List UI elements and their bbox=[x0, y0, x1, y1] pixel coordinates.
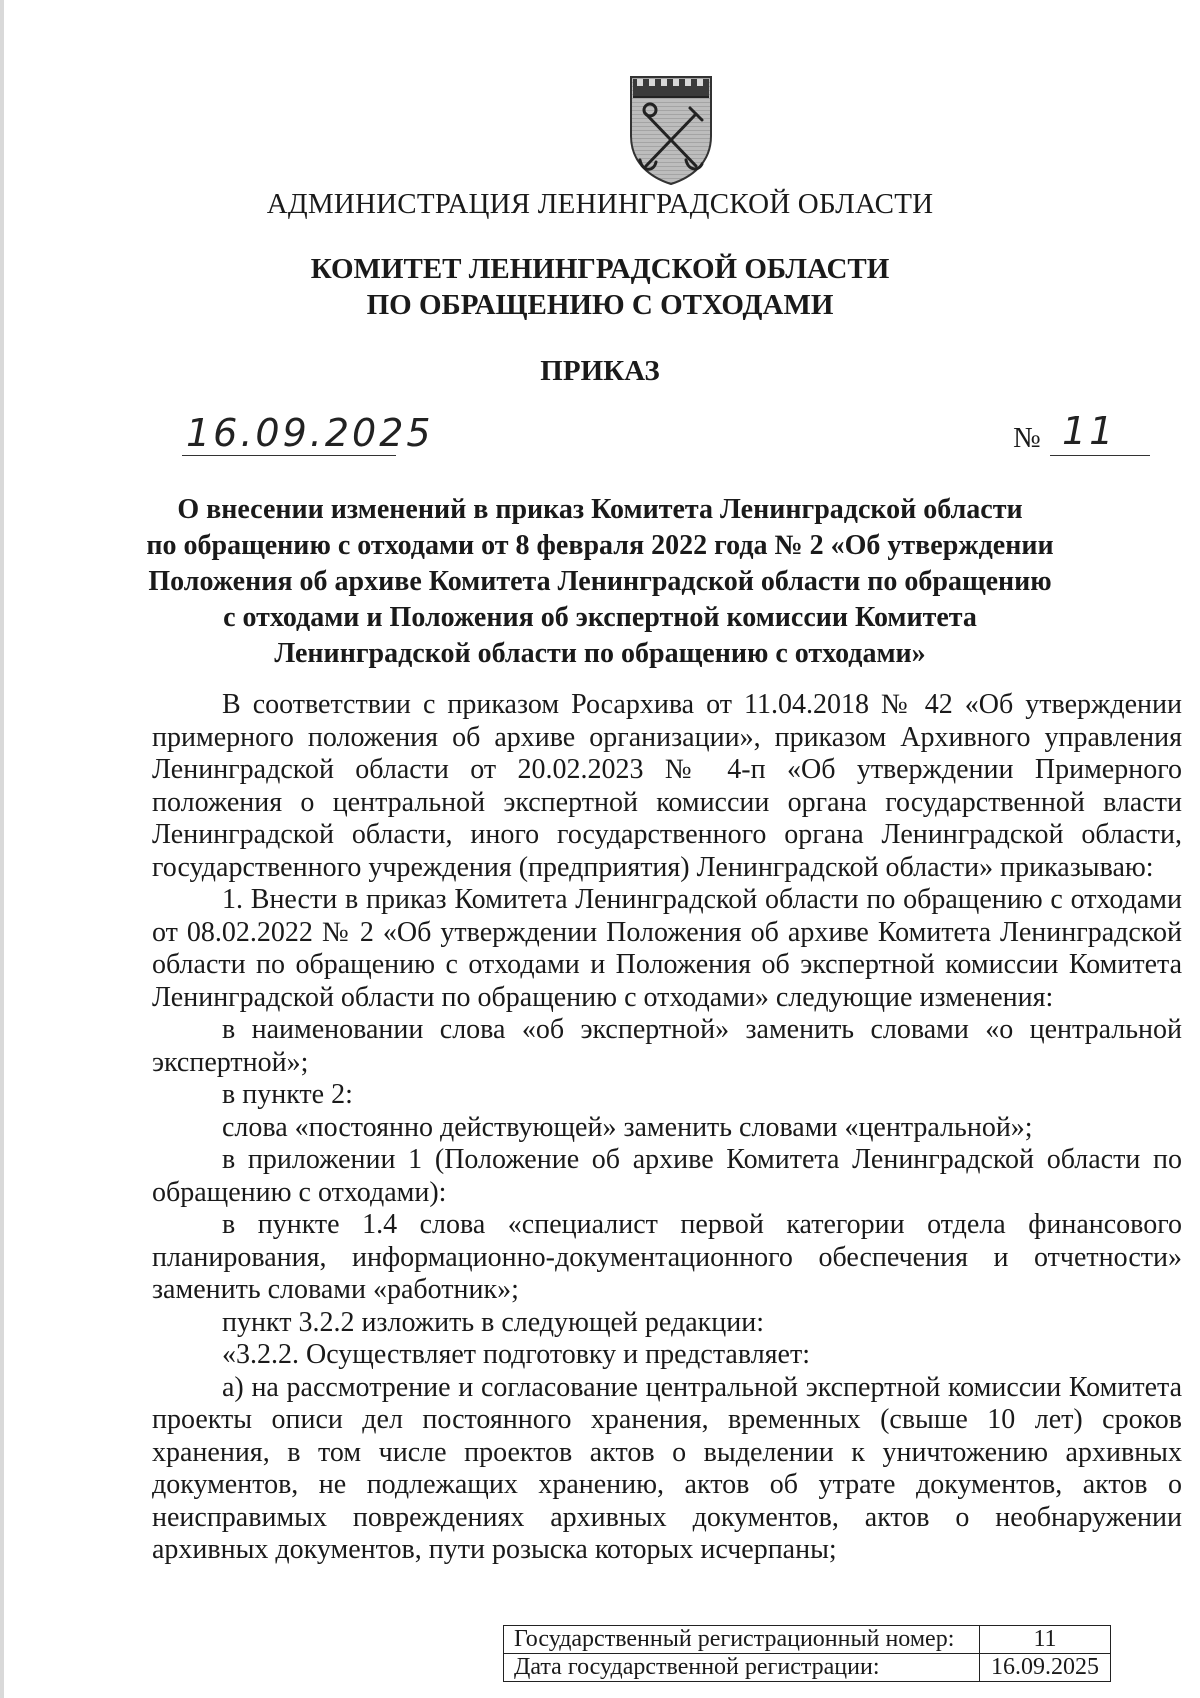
body-paragraph: «3.2.2. Осуществляет подготовку и представляет: bbox=[222, 1339, 810, 1370]
body-paragraph: 1. Внести в приказ Комитета Ленинградской области по обращению с отходами от 08.02.2022 № 2 «Об утверждении Положения об архиве Комитета Ленинградской области по обращению с отходами и Положения об экспертной комиссии Комитета Ленинградской области по обращению с отходами» следующие изменения: bbox=[152, 884, 1182, 1013]
subject-line: Ленинградской области по обращению с отходами» bbox=[274, 638, 926, 669]
coat-of-arms-icon bbox=[628, 74, 714, 186]
body-paragraph: В соответствии с приказом Росархива от 11.04.2018 № 42 «Об утверждении примерного положения об архиве организации», приказом Архивного управления Ленинградской области от 20.02.2023 № 4-п «Об утверждении Примерного положения о центральной экспертной комиссии органа государственной власти Ленинградской области, иного государственного органа Ленинградской области, государственного учреждения (предприятия) Ленинградской области» приказываю: bbox=[152, 689, 1182, 883]
table-row bbox=[504, 1654, 1111, 1682]
registration-date-label: Дата государственной регистрации: bbox=[504, 1654, 980, 1682]
document-type: ПРИКАЗ bbox=[540, 355, 660, 387]
document-body bbox=[152, 689, 1182, 1567]
body-paragraph: в пункте 2: bbox=[222, 1079, 353, 1110]
table-row bbox=[504, 1626, 1111, 1654]
handwritten-date: 16.09.2025 bbox=[186, 411, 434, 455]
number-label: № bbox=[1013, 422, 1041, 454]
registration-date-value: 16.09.2025 bbox=[980, 1654, 1111, 1682]
registration-number-label: Государственный регистрационный номер: bbox=[504, 1626, 980, 1654]
subject-line: по обращению с отходами от 8 февраля 2022 года № 2 «Об утверждении bbox=[146, 530, 1054, 561]
body-paragraph: пункт 3.2.2 изложить в следующей редакции: bbox=[222, 1306, 764, 1338]
registration-number-value: 11 bbox=[980, 1626, 1111, 1654]
body-paragraph: в приложении 1 (Положение об архиве Комитета Ленинградской области по обращению с отходами): bbox=[152, 1144, 1182, 1208]
body-paragraph: а) на рассмотрение и согласование центральной экспертной комиссии Комитета проекты описи дел постоянного хранения, временных (свыше 10 лет) сроков хранения, в том числе проектов актов о выделении к уничтожению архивных документов, не подлежащих хранению, актов об утрате документов, актов о неисправимых повреждениях архивных документов, актов о необнаружении архивных документов, пути розыска которых исчерпаны; bbox=[152, 1371, 1182, 1565]
date-underline bbox=[182, 455, 396, 456]
subject-line: О внесении изменений в приказ Комитета Ленинградской области bbox=[177, 494, 1023, 525]
registration-stamp-table bbox=[503, 1625, 1111, 1682]
committee-title bbox=[0, 251, 1200, 323]
committee-title-line-2: ПО ОБРАЩЕНИЮ С ОТХОДАМИ bbox=[366, 289, 834, 321]
subject-line: Положения об архиве Комитета Ленинградской области по обращению bbox=[148, 566, 1052, 597]
body-paragraph: в пункте 1.4 слова «специалист первой категории отдела финансового планирования, информационно-документационного обеспечения и отчетности» заменить словами «работник»; bbox=[152, 1209, 1182, 1305]
committee-title-line-1: КОМИТЕТ ЛЕНИНГРАДСКОЙ ОБЛАСТИ bbox=[310, 253, 890, 285]
administration-title: АДМИНИСТРАЦИЯ ЛЕНИНГРАДСКОЙ ОБЛАСТИ bbox=[266, 188, 934, 220]
subject-line: с отходами и Положения об экспертной комиссии Комитета bbox=[223, 602, 977, 633]
body-paragraph: в наименовании слова «об экспертной» заменить словами «о центральной экспертной»; bbox=[152, 1014, 1182, 1078]
handwritten-number: 11 bbox=[1062, 409, 1117, 453]
document-subject bbox=[0, 492, 1200, 672]
body-paragraph: слова «постоянно действующей» заменить словами «центральной»; bbox=[222, 1111, 1033, 1143]
number-underline bbox=[1050, 455, 1150, 456]
